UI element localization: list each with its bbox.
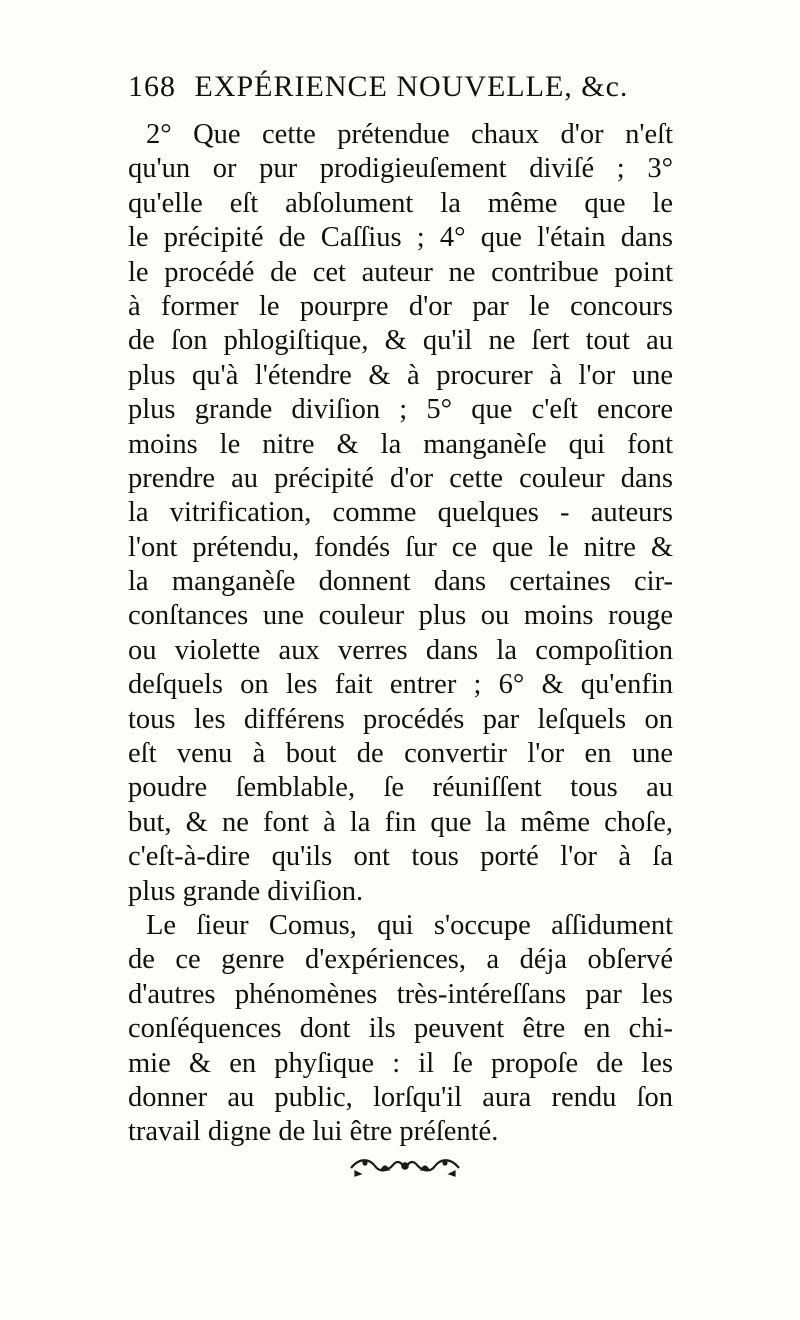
text-line: de ce genre d'expériences, a déja obſervé [128, 944, 673, 976]
text-line: qu'un or pur prodigieuſement diviſé ; 3° [128, 153, 673, 185]
text-line: plus qu'à l'étendre & à procurer à l'or une [128, 359, 673, 391]
text-line: Le ſieur Comus, qui s'occupe aſſidument [146, 909, 673, 941]
fleuron-ornament-icon [345, 1150, 465, 1180]
text-line: à former le pourpre d'or par le concours [128, 290, 673, 322]
text-line: qu'elle eſt abſolument la même que le [128, 187, 673, 219]
text-line: moins le nitre & la manganèſe qui font [128, 428, 673, 460]
text-line: mie & en phyſique : il ſe propoſe de les [128, 1047, 673, 1079]
text-line: conſtances une couleur plus ou moins rouge [128, 600, 673, 632]
text-line: le précipité de Caſſius ; 4° que l'étain dans [128, 222, 673, 254]
text-line: plus grande diviſion ; 5° que c'eſt encore [128, 394, 673, 426]
paragraph-2 [128, 909, 673, 1150]
running-header [128, 70, 688, 104]
page-body [128, 118, 673, 1150]
text-line: deſquels on les fait entrer ; 6° & qu'enfin [128, 669, 673, 701]
text-line: 2° Que cette prétendue chaux d'or n'eſt [146, 119, 673, 150]
text-line: la vitrification, comme quelques - auteurs [128, 497, 673, 529]
text-line: ou violette aux verres dans la compoſition [128, 634, 673, 666]
text-line: l'ont prétendu, fondés ſur ce que le nitre & [128, 531, 673, 563]
text-line: prendre au précipité d'or cette couleur dans [128, 462, 673, 494]
paragraph-1 [128, 118, 673, 909]
running-title: EXPÉRIENCE NOUVELLE, &c. [194, 70, 629, 103]
text-line: conſéquences dont ils peuvent être en chi- [128, 1013, 673, 1045]
text-line: eſt venu à bout de convertir l'or en une [128, 738, 673, 770]
text-line: d'autres phénomènes très-intéreſſans par les [128, 978, 673, 1010]
text-line: donner au public, lorſqu'il aura rendu ſon [128, 1081, 673, 1113]
text-line: but, & ne font à la fin que la même choſe, [128, 806, 673, 838]
page-number: 168 [128, 70, 176, 103]
text-line: travail digne de lui être préſenté. [128, 1116, 499, 1148]
text-line: la manganèſe donnent dans certaines cir- [128, 566, 673, 598]
text-line: poudre ſemblable, ſe réuniſſent tous au [128, 772, 673, 804]
text-line: c'eſt-à-dire qu'ils ont tous porté l'or à ſa [128, 841, 673, 873]
text-line: tous les différens procédés par leſquels on [128, 703, 673, 735]
text-line: le procédé de cet auteur ne contribue point [128, 256, 673, 288]
text-line: plus grande diviſion. [128, 875, 364, 907]
text-line: de ſon phlogiſtique, & qu'il ne ſert tout au [128, 325, 673, 357]
